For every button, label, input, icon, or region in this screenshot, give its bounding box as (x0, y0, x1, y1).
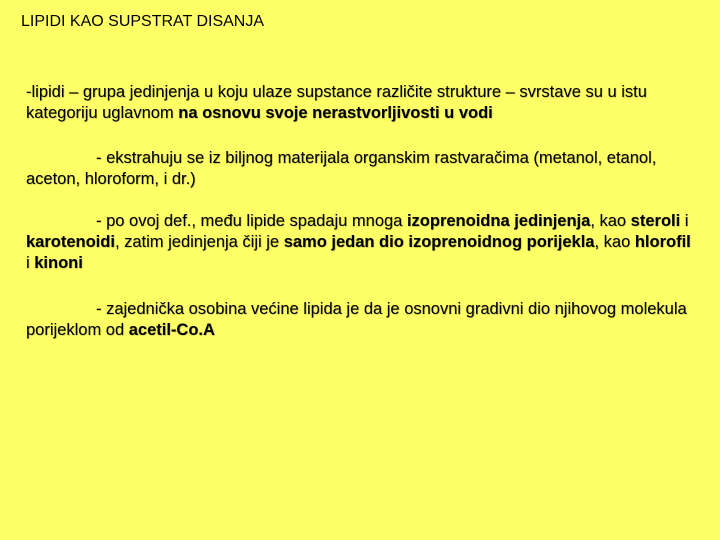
paragraph-definition (26, 82, 696, 124)
text-run: - po ovoj def., među lipide spadaju mnoga (96, 212, 407, 230)
text-run: - zajednička osobina većine lipida je da je osnovni gradivni dio njihovog molekula porijeklom od (26, 300, 687, 339)
text-run-bold: karotenoidi (26, 233, 115, 251)
text-run: , kao (594, 233, 635, 251)
text-run: , kao (590, 212, 631, 230)
text-run-bold: izoprenoidna jedinjenja (406, 212, 591, 230)
text-run-bold: hlorofil (634, 233, 691, 251)
text-run: - ekstrahuju se iz biljnog materijala organskim rastvaračima (metanol, etanol, aceton, hloroform, i dr.) (26, 149, 657, 188)
paragraph-common-origin (26, 299, 696, 341)
text-run-bold: steroli (630, 212, 681, 230)
paragraph-lipid-types (26, 211, 696, 274)
slide-title: LIPIDI KAO SUPSTRAT DISANJA (21, 13, 265, 30)
text-run: , zatim jedinjenja čiji je (114, 233, 284, 251)
text-run-bold: na osnovu svoje nerastvorljivosti u vodi (178, 104, 493, 122)
text-run-bold: samo jedan dio izoprenoidnog porijekla (283, 233, 595, 251)
text-run: i (26, 254, 35, 272)
text-run: -lipidi – grupa jedinjenja u koju ulaze supstance različite strukture – svrstave su u istu kategoriju uglavnom (26, 83, 647, 122)
text-run: i (680, 212, 689, 230)
text-run-bold: kinoni (34, 254, 83, 272)
text-run-bold: acetil-Co.A (128, 321, 215, 339)
paragraph-extraction (26, 148, 696, 190)
